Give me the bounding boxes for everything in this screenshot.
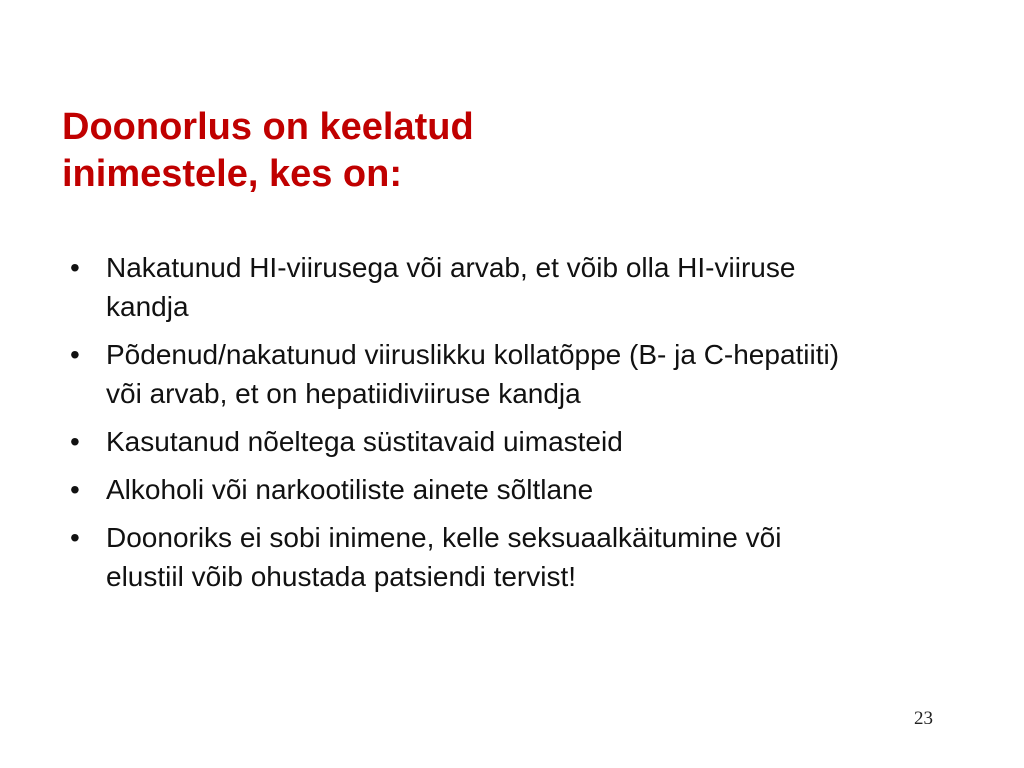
bullet-list (70, 248, 860, 605)
slide-title (62, 104, 762, 198)
bullet-text: Põdenud/nakatunud viiruslikku kollatõppe (B- ja C-hepatiiti) või arvab, et on hepatiidiviiruse kandja (106, 339, 840, 409)
bullet-text: Nakatunud HI-viirusega või arvab, et võib olla HI-viiruse kandja (106, 252, 796, 322)
bullet-item (70, 422, 860, 461)
slide-title-line-2: inimestele, kes on: (62, 153, 403, 195)
bullet-text: Doonoriks ei sobi inimene, kelle seksuaalkäitumine või elustiil võib ohustada patsiendi tervist! (106, 522, 782, 592)
bullet-item (70, 335, 860, 413)
bullet-item (70, 470, 860, 509)
bullet-text: Kasutanud nõeltega süstitavaid uimasteid (106, 426, 623, 457)
bullet-text: Alkoholi või narkootiliste ainete sõltlane (106, 474, 594, 505)
bullet-item (70, 248, 860, 326)
bullet-icon: • (70, 474, 80, 505)
bullet-item (70, 518, 860, 596)
bullet-icon: • (70, 339, 80, 370)
bullet-icon: • (70, 426, 80, 457)
bullet-icon: • (70, 522, 80, 553)
page-number: 23 (914, 708, 933, 729)
bullet-icon: • (70, 252, 80, 283)
slide-title-line-1: Doonorlus on keelatud (62, 106, 474, 148)
